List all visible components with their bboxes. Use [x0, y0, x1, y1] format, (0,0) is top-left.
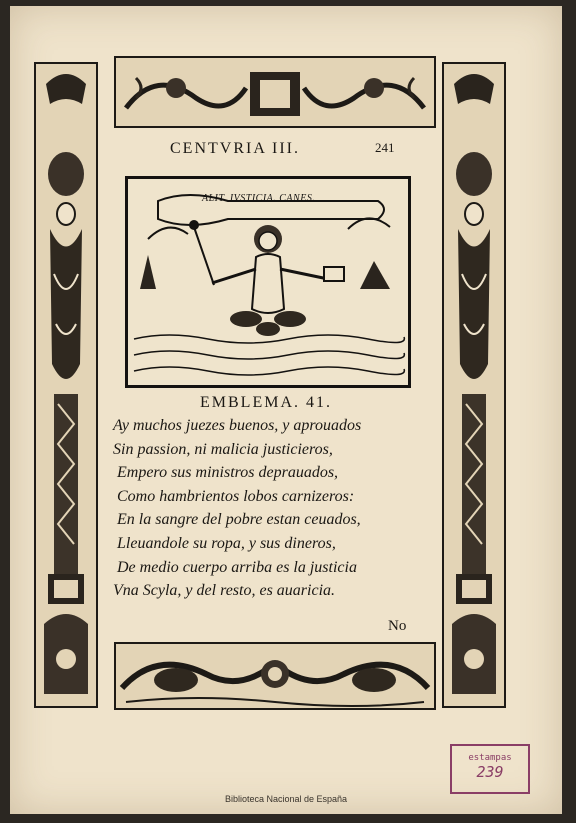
verse-line: Empero sus ministros deprauados,: [117, 464, 339, 482]
emblem-woodcut-illustration: [125, 176, 411, 388]
emblem-verse: [113, 414, 443, 603]
verse-line: De medio cuerpo arriba es la justicia: [117, 558, 357, 576]
verse-line: Vna Scyla, y del resto, es auaricia.: [113, 582, 336, 600]
emblem-title: EMBLEMA. 41.: [200, 394, 332, 411]
stamp-label: estampas: [468, 753, 512, 763]
left-ornamental-border: [34, 62, 98, 708]
top-ornamental-frieze: [114, 56, 436, 128]
stamp-number: 239: [476, 763, 504, 781]
verse-line: Sin passion, ni malicia justicieros,: [113, 440, 333, 458]
verse-line: En la sangre del pobre estan ceuados,: [117, 511, 361, 529]
bottom-ornamental-frieze: [114, 642, 436, 710]
library-footer: Biblioteca Nacional de España: [224, 794, 348, 804]
running-head: CENTVRIA III.: [170, 140, 300, 157]
verse-line: Como hambrientos lobos carnizeros:: [117, 487, 355, 505]
woodcut-motto: ALIT. IVSTICIA. CANES.: [202, 193, 316, 204]
book-page: [10, 6, 562, 814]
library-stamp: [450, 744, 530, 794]
page-number: 241: [375, 140, 395, 155]
verse-line: Lleuandole su ropa, y sus dineros,: [117, 534, 336, 552]
right-ornamental-border: [442, 62, 506, 708]
catchword: No: [388, 618, 407, 634]
verse-line: Ay muchos juezes buenos, y aprouados: [113, 417, 362, 434]
